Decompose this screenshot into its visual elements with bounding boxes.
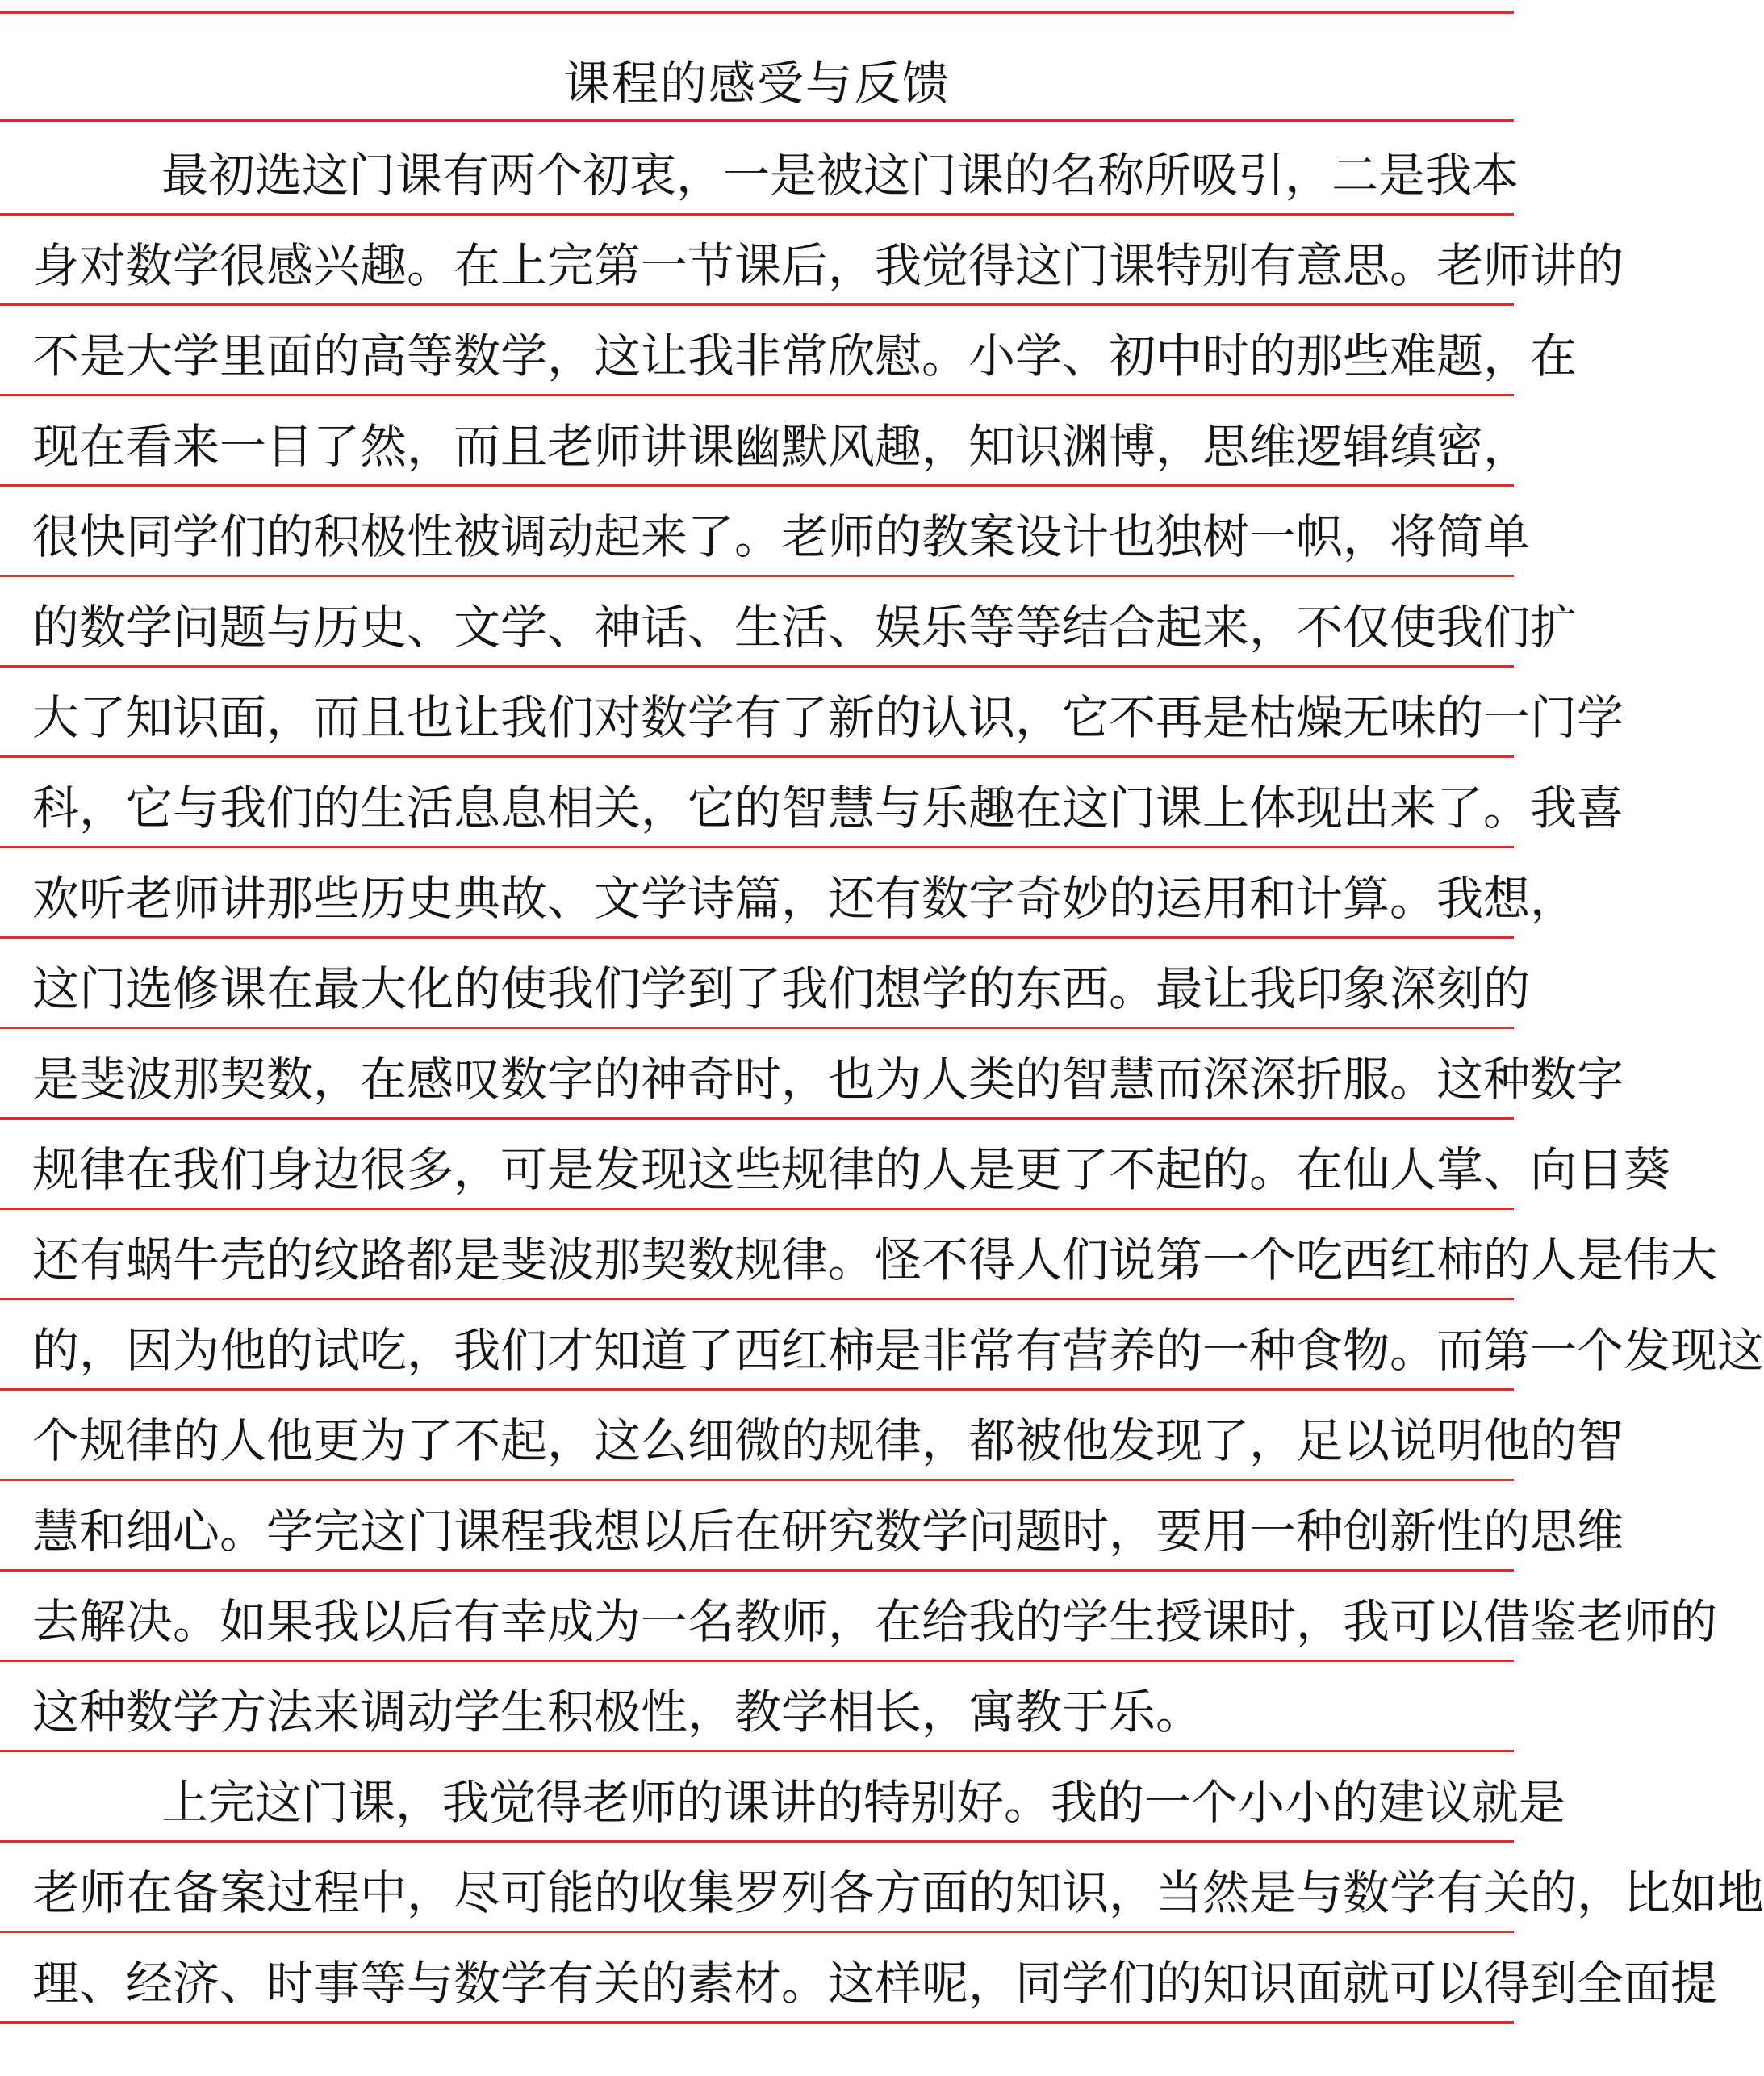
text-line: 这种数学方法来调动学生积极性，教学相长，寓教于乐。: [32, 1685, 1203, 1739]
text-line: 上完这门课，我觉得老师的课讲的特别好。我的一个小小的建议就是: [161, 1775, 1566, 1830]
ruled-line: [0, 303, 1514, 306]
ruled-line: [0, 1388, 1514, 1391]
ruled-line: [0, 665, 1514, 668]
ruled-line: [0, 1750, 1514, 1752]
text-line: 很快同学们的积极性被调动起来了。老师的教案设计也独树一帜，将简单: [32, 509, 1531, 564]
ruled-line: [0, 1479, 1514, 1481]
essay-title: 课程的感受与反馈: [562, 56, 951, 111]
text-line: 欢听老师讲那些历史典故、文学诗篇，还有数字奇妙的运用和计算。我想，: [32, 871, 1578, 926]
ruled-line: [0, 11, 1514, 14]
ruled-line: [0, 1569, 1514, 1572]
text-line: 老师在备案过程中，尽可能的收集罗列各方面的知识，当然是与数学有关的，比如地: [32, 1865, 1764, 1920]
text-line: 去解决。如果我以后有幸成为一名教师，在给我的学生授课时，我可以借鉴老师的: [32, 1594, 1718, 1649]
text-line: 的数学问题与历史、文学、神话、生活、娱乐等等结合起来，不仅使我们扩: [32, 600, 1578, 655]
ruled-line: [0, 936, 1514, 939]
ruled-line: [0, 484, 1514, 487]
ruled-line: [0, 1660, 1514, 1662]
text-line: 规律在我们身边很多，可是发现这些规律的人是更了不起的。在仙人掌、向日葵: [32, 1142, 1671, 1197]
ruled-line: [0, 119, 1514, 122]
ruled-line: [0, 755, 1514, 758]
text-line: 最初选这门课有两个初衷，一是被这门课的名称所吸引，二是我本: [161, 148, 1519, 203]
text-line: 现在看来一目了然，而且老师讲课幽默风趣，知识渊博，思维逻辑缜密，: [32, 419, 1531, 474]
ruled-line: [0, 575, 1514, 577]
text-line: 不是大学里面的高等数学，这让我非常欣慰。小学、初中时的那些难题，在: [32, 329, 1578, 383]
ruled-line: [0, 1208, 1514, 1210]
ruled-line: [0, 1027, 1514, 1029]
ruled-line: [0, 2021, 1514, 2024]
text-line: 科，它与我们的生活息息相关，它的智慧与乐趣在这门课上体现出来了。我喜: [32, 781, 1624, 835]
text-line: 理、经济、时事等与数学有关的素材。这样呢，同学们的知识面就可以得到全面提: [32, 1956, 1718, 2011]
ruled-line: [0, 1298, 1514, 1300]
text-line: 这门选修课在最大化的使我们学到了我们想学的东西。最让我印象深刻的: [32, 961, 1531, 1016]
ruled-line: [0, 1840, 1514, 1843]
ruled-line: [0, 394, 1514, 396]
text-line: 身对数学很感兴趣。在上完第一节课后，我觉得这门课特别有意思。老师讲的: [32, 238, 1624, 293]
ruled-line: [0, 846, 1514, 848]
text-line: 的，因为他的试吃，我们才知道了西红柿是非常有营养的一种食物。而第一个发现这: [32, 1323, 1764, 1378]
text-line: 大了知识面，而且也让我们对数学有了新的认识，它不再是枯燥无味的一门学: [32, 690, 1624, 745]
text-line: 慧和细心。学完这门课程我想以后在研究数学问题时，要用一种创新性的思维: [32, 1504, 1624, 1559]
ruled-line: [0, 213, 1514, 216]
text-line: 个规律的人他更为了不起，这么细微的规律，都被他发现了，足以说明他的智: [32, 1413, 1624, 1468]
text-line: 还有蜗牛壳的纹路都是斐波那契数规律。怪不得人们说第一个吃西红柿的人是伟大: [32, 1233, 1718, 1287]
ruled-line: [0, 1931, 1514, 1933]
text-line: 是斐波那契数，在感叹数字的神奇时，也为人类的智慧而深深折服。这种数字: [32, 1052, 1624, 1107]
ruled-line: [0, 1117, 1514, 1120]
